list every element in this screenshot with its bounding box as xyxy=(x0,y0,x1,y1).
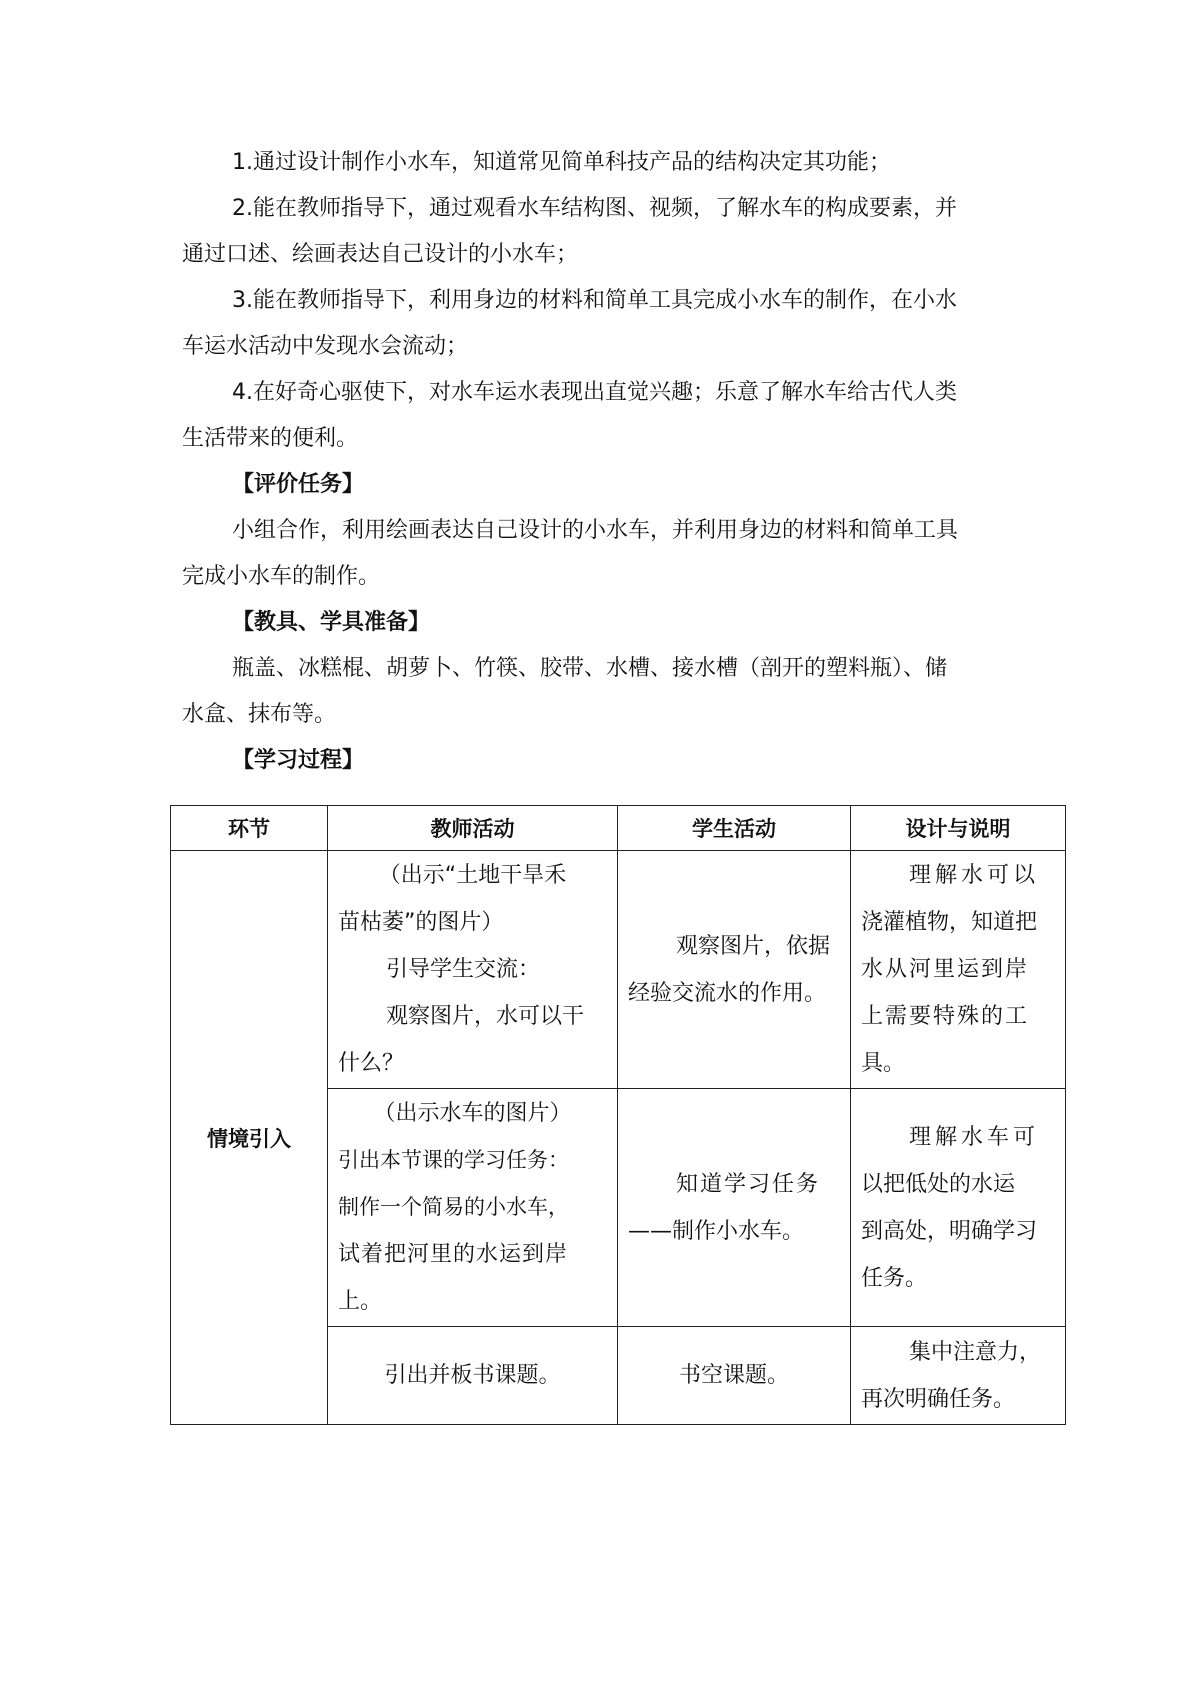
teacher-cell xyxy=(328,1089,618,1327)
cell-line: 再次明确任务。 xyxy=(861,1386,1016,1412)
cell-line: 引出本节课的学习任务： xyxy=(338,1148,569,1172)
objective-3-line-1: 3.能在教师指导下，利用身边的材料和简单工具完成小水车的制作，在小水 xyxy=(232,288,957,313)
table-row xyxy=(171,851,1066,1089)
design-cell xyxy=(851,851,1066,1089)
cell-line: 到高处，明确学习 xyxy=(861,1218,1038,1244)
evaluation-text xyxy=(182,508,1022,600)
evaluation-line-2: 完成小水车的制作。 xyxy=(182,564,381,589)
objective-4-line-2: 生活带来的便利。 xyxy=(182,426,359,451)
cell-line: ——制作小水车。 xyxy=(628,1218,805,1244)
cell-line: 书空课题。 xyxy=(678,1363,789,1388)
cell-line: 什么？ xyxy=(338,1051,405,1076)
teacher-cell xyxy=(328,851,618,1089)
cell-line: 上。 xyxy=(338,1289,383,1314)
cell-line: 试着把河里的水运到岸 xyxy=(338,1242,569,1267)
evaluation-line-1: 小组合作，利用绘画表达自己设计的小水车，并利用身边的材料和简单工具 xyxy=(232,518,959,543)
column-header-stage: 环节 xyxy=(171,806,328,851)
objective-2-line-1: 2.能在教师指导下，通过观看水车结构图、视频，了解水车的构成要素，并 xyxy=(232,196,957,221)
student-cell xyxy=(618,1089,851,1327)
process-heading: 【学习过程】 xyxy=(232,748,365,773)
column-header-design: 设计与说明 xyxy=(851,806,1066,851)
design-cell xyxy=(851,1327,1066,1425)
document-body xyxy=(182,140,1022,784)
objective-1 xyxy=(182,140,1022,186)
cell-line: 水从河里运到岸 xyxy=(861,957,1030,982)
materials-heading: 【教具、学具准备】 xyxy=(232,610,431,635)
cell-line: （出示“土地干旱禾 xyxy=(378,863,567,888)
column-header-student: 学生活动 xyxy=(618,806,851,851)
objective-2-line-2: 通过口述、绘画表达自己设计的小水车； xyxy=(182,242,579,267)
cell-line: 引导学生交流： xyxy=(386,957,541,982)
objective-3 xyxy=(182,278,1022,370)
design-cell xyxy=(851,1089,1066,1327)
cell-line: 制作一个简易的小水车， xyxy=(338,1195,569,1219)
cell-line: （出示水车的图片） xyxy=(373,1101,572,1126)
objective-1-line-1: 1.通过设计制作小水车，知道常见简单科技产品的结构决定其功能； xyxy=(232,150,891,175)
stage-cell: 情境引入 xyxy=(171,851,328,1425)
materials-line-1: 瓶盖、冰糕棍、胡萝卜、竹筷、胶带、水槽、接水槽（剖开的塑料瓶）、储 xyxy=(232,656,948,681)
evaluation-heading: 【评价任务】 xyxy=(232,472,365,497)
student-cell xyxy=(618,1327,851,1425)
teacher-cell xyxy=(328,1327,618,1425)
cell-line: 观察图片，依据 xyxy=(676,933,831,959)
materials-line-2: 水盒、抹布等。 xyxy=(182,702,337,727)
cell-line: 具。 xyxy=(861,1051,906,1076)
objective-4-line-1: 4.在好奇心驱使下，对水车运水表现出直觉兴趣；乐意了解水车给古代人类 xyxy=(232,380,957,405)
cell-line: 苗枯萎”的图片） xyxy=(338,910,504,935)
cell-line: 观察图片，水可以干 xyxy=(386,1004,585,1029)
learning-process-table xyxy=(170,805,1066,1425)
objective-3-line-2: 车运水活动中发现水会流动； xyxy=(182,334,469,359)
column-header-teacher: 教师活动 xyxy=(328,806,618,851)
cell-line: 引出并板书课题。 xyxy=(384,1363,561,1388)
table-header-row xyxy=(171,806,1066,851)
cell-line: 以把低处的水运 xyxy=(861,1171,1016,1197)
objective-2 xyxy=(182,186,1022,278)
cell-line: 集中注意力， xyxy=(909,1339,1042,1365)
objective-4 xyxy=(182,370,1022,462)
cell-line: 理解水可以 xyxy=(909,863,1040,888)
cell-line: 浇灌植物，知道把 xyxy=(861,910,1038,935)
student-cell xyxy=(618,851,851,1089)
materials-text xyxy=(182,646,1022,738)
cell-line: 知道学习任务 xyxy=(676,1171,821,1197)
cell-line: 理解水车可 xyxy=(909,1124,1040,1150)
cell-line: 任务。 xyxy=(861,1265,928,1291)
cell-line: 上需要特殊的工 xyxy=(861,1004,1030,1029)
cell-line: 经验交流水的作用。 xyxy=(628,980,827,1006)
